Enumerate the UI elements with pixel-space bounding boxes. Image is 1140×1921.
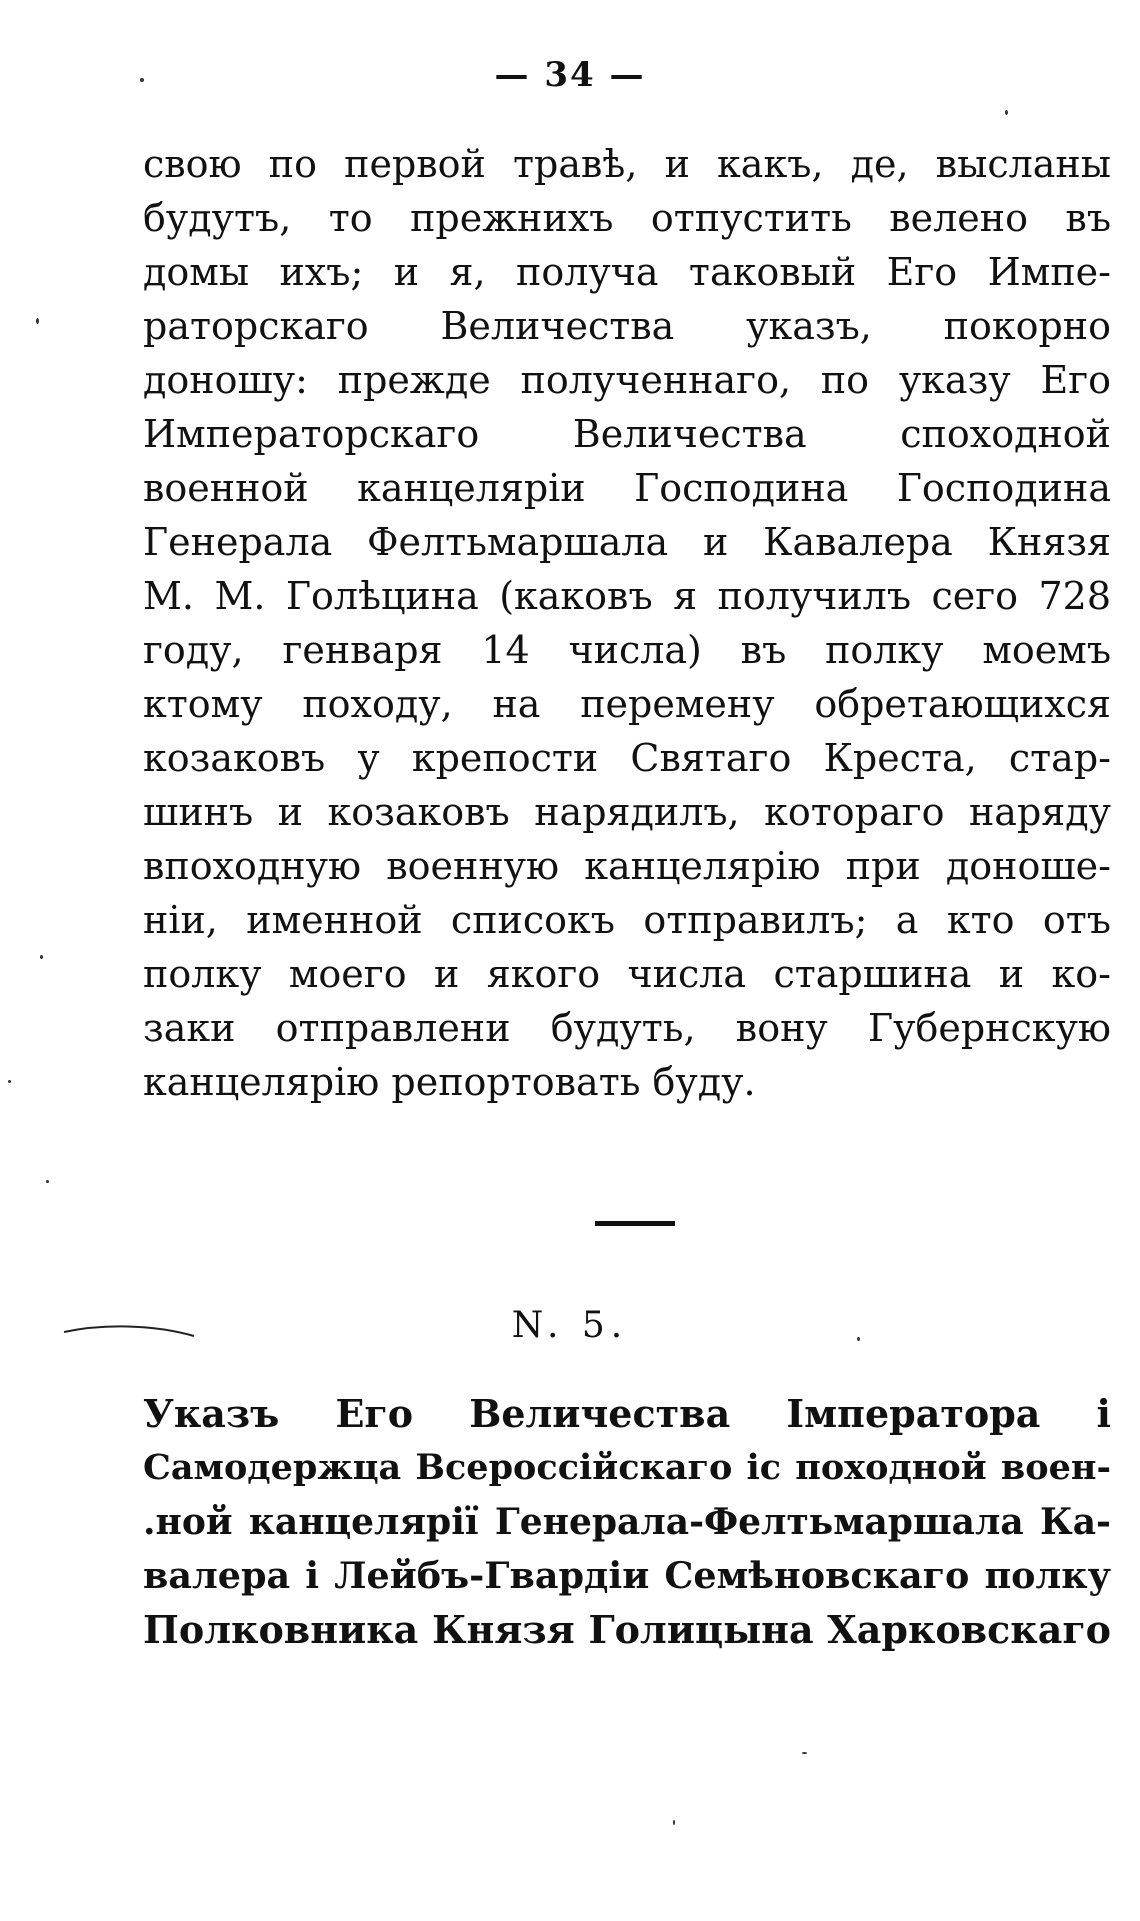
ink-speck (802, 1752, 807, 1754)
text-line: военной канцеляріи Господина Господина (143, 466, 1111, 510)
text-line: шинъ и козаковъ нарядилъ, котораго наряду (143, 790, 1111, 834)
document-number: N. 5. (511, 1305, 629, 1346)
text-line: свою по первой травѣ, и какъ, де, высланы (143, 142, 1111, 186)
text-line: году, генваря 14 числа) въ полку моемъ (143, 628, 1111, 672)
body-text (143, 137, 1111, 1109)
text-line: Императорскаго Величества споходной (143, 412, 1111, 456)
page-number: — 34 — (494, 55, 646, 95)
heading-line: Полковника Князя Голицына Харковскаго (143, 1607, 1111, 1652)
text-line: Генерала Фелтьмаршала и Кавалера Князя (143, 520, 1111, 564)
text-line: доношу: прежде полученнаго, по указу Его (143, 358, 1111, 402)
text-line: ніи, именной списокъ отправилъ; а кто отъ (143, 898, 1111, 942)
heading-line: .ной канцелярії Генерала-Фелтьмаршала Ка- (143, 1501, 1111, 1543)
text-line: полку моего и якого числа старшина и ко- (143, 952, 1111, 996)
ink-speck (8, 1080, 11, 1083)
decree-heading (143, 1387, 1111, 1657)
text-line: будутъ, то прежнихъ отпустить велено въ (143, 196, 1111, 240)
ink-speck (46, 1180, 49, 1183)
ink-speck (1005, 110, 1008, 115)
text-line: домы ихъ; и я, получа таковый Его Импе- (143, 250, 1111, 294)
ink-speck (857, 1337, 860, 1341)
heading-line: Указъ Его Величества Імператора і (143, 1391, 1111, 1436)
text-line: козаковъ у крепости Святаго Креста, стар- (143, 736, 1111, 780)
heading-line: Самодержца Всероссійскаго іс походной воен- (143, 1447, 1111, 1488)
ink-speck (36, 318, 39, 324)
ink-speck (40, 955, 43, 959)
text-line: ктому походу, на перемену обретающихся (143, 682, 1111, 726)
text-line: раторскаго Величества указъ, покорно (143, 304, 1111, 348)
text-line: М. М. Голѣцина (каковъ я получилъ сего 728 (143, 574, 1111, 618)
heading-line: валера і Лейбъ-Гвардіи Семѣновскаго полку (143, 1554, 1111, 1597)
text-line: заки отправлени будуть, вону Губернскую (143, 1006, 1111, 1050)
ink-speck (673, 1820, 675, 1825)
section-divider (595, 1221, 675, 1226)
text-line: впоходную военную канцелярію при доноше- (143, 844, 1111, 888)
text-line: канцелярію репортовать буду. (143, 1060, 756, 1104)
ink-speck (140, 78, 144, 82)
